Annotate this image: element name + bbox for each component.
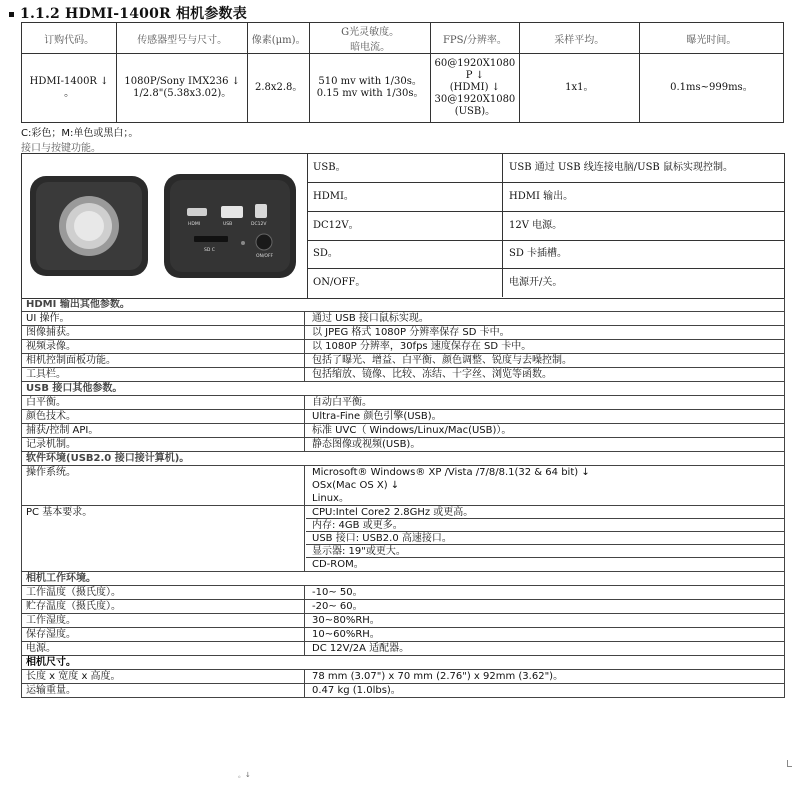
section-header: 软件环境(USB2.0 接口接计算机)。 — [22, 452, 784, 466]
spec-value-line: 以 JPEG 格式 1080P 分辨率保存 SD 卡中。 — [312, 327, 510, 338]
spec-label: 工具栏。 — [22, 368, 305, 381]
spec-row — [22, 628, 784, 642]
spec-label: 工作湿度。 — [22, 614, 305, 627]
section-header: USB 接口其他参数。 — [22, 382, 784, 396]
spec-row — [22, 424, 784, 438]
interface-function: HDMI 输出。 — [509, 190, 574, 202]
spec-value-line: 0.47 kg (1.0lbs)。 — [312, 685, 401, 696]
spec-row — [22, 326, 784, 340]
spec-value — [306, 312, 784, 325]
section-header: HDMI 输出其他参数。 — [22, 298, 784, 312]
spec-value-line: 通过 USB 接口鼠标实现。 — [312, 313, 429, 324]
spec-row — [22, 614, 784, 628]
interface-section-title: 接口与按键功能。 — [21, 143, 101, 154]
spec-label: 白平衡。 — [22, 396, 305, 409]
spec-value-line: Ultra-Fine 颜色引擎(USB)。 — [312, 411, 442, 422]
spec-value — [306, 600, 784, 613]
column-header: 订购代码。 — [22, 23, 117, 54]
page-title — [9, 3, 247, 23]
table-cell: 1x1。 — [519, 54, 639, 123]
table-header-row — [22, 23, 784, 54]
spec-label: 保存湿度。 — [22, 628, 305, 641]
spec-value-line: Microsoft® Windows® XP /Vista /7/8/8.1(32 & 64 bit) ↓ — [312, 467, 590, 478]
spec-value-line: USB 接口: USB2.0 高速接口。 — [306, 532, 784, 545]
table-cell: 510 mv with 1/30s。 0.15 mv with 1/30s。 — [310, 54, 431, 123]
spec-label: 电源。 — [22, 642, 305, 655]
hdmi-port-label: HDMI — [188, 222, 201, 227]
spec-row — [22, 438, 784, 452]
interface-name: HDMI。 — [308, 183, 503, 211]
spec-label: 工作温度（摄氏度）。 — [22, 586, 305, 599]
spec-row — [22, 410, 784, 424]
interface-table — [21, 153, 785, 299]
table-cell: 60@1920X1080 P ↓ (HDMI) ↓ 30@1920X1080 (USB)。 — [431, 54, 520, 123]
interface-row — [308, 240, 784, 269]
interface-function: 电源开/关。 — [509, 277, 563, 289]
spec-value — [306, 506, 784, 571]
section-header: 相机工作环境。 — [22, 572, 784, 586]
title-text: 1.1.2 HDMI-1400R 相机参数表 — [20, 6, 247, 22]
spec-value-line: 10~60%RH。 — [312, 629, 380, 640]
table-cell: 2.8x2.8。 — [248, 54, 310, 123]
camera-image — [22, 154, 307, 298]
order-spec-table — [21, 22, 784, 123]
interface-function: 12V 电源。 — [509, 219, 563, 231]
spec-row — [22, 642, 784, 656]
spec-value-line: -20~ 60。 — [312, 601, 363, 612]
spec-label: 相机控制面板功能。 — [22, 354, 305, 367]
power-switch-label: ON/OFF — [256, 254, 274, 259]
spec-label: 长度 x 宽度 x 高度。 — [22, 670, 305, 683]
column-header: FPS/分辨率。 — [431, 23, 520, 54]
column-header: G光灵敏度。 暗电流。 — [310, 23, 431, 54]
spec-value-line: 显示器: 19"或更大。 — [306, 545, 784, 558]
spec-table — [21, 298, 785, 698]
spec-value — [306, 368, 784, 381]
spec-label: 捕获/控制 API。 — [22, 424, 305, 437]
spec-row — [22, 340, 784, 354]
spec-label: 图像捕获。 — [22, 326, 305, 339]
page-corner-mark — [787, 760, 792, 767]
spec-value — [306, 684, 784, 697]
interface-name: USB。 — [308, 154, 503, 182]
spec-value-line: 内存: 4GB 或更多。 — [306, 519, 784, 532]
spec-value — [306, 628, 784, 641]
spec-row — [22, 396, 784, 410]
spec-value-line: 30~80%RH。 — [312, 615, 380, 626]
section-header: 相机尺寸。 — [22, 656, 784, 670]
spec-value-line: DC 12V/2A 适配器。 — [312, 643, 410, 654]
spec-row — [22, 312, 784, 326]
spec-value — [306, 614, 784, 627]
color-note: C:彩色；M:单色或黑白；。 — [21, 128, 139, 139]
spec-value-line: 以 1080P 分辨率，30fps 速度保存在 SD 卡中。 — [312, 341, 532, 352]
spec-value — [306, 340, 784, 353]
spec-value-line: -10~ 50。 — [312, 587, 363, 598]
interface-row — [308, 212, 784, 241]
spec-value — [306, 354, 784, 367]
spec-value-line: CPU:Intel Core2 2.8GHz 或更高。 — [306, 506, 784, 519]
column-header: 曝光时间。 — [639, 23, 783, 54]
spec-value-line: 包括缩放、镜像、比较、冻结、十字丝、浏览等函数。 — [312, 369, 552, 380]
spec-value-line: 78 mm (3.07") x 70 mm (2.76") x 92mm (3.62")。 — [312, 671, 564, 682]
spec-value — [306, 586, 784, 599]
spec-value-line: CD-ROM。 — [312, 559, 364, 570]
interface-row — [308, 269, 784, 297]
spec-value — [306, 410, 784, 423]
spec-row — [22, 354, 784, 368]
footer-mark: 。↓ — [238, 771, 251, 779]
column-header: 像素(μm)。 — [248, 23, 310, 54]
spec-label: 记录机制。 — [22, 438, 305, 451]
spec-label: 视频录像。 — [22, 340, 305, 353]
interface-function: USB 通过 USB 线连接电脑/USB 鼠标实现控制。 — [509, 162, 733, 173]
spec-row — [22, 600, 784, 614]
camera-photo — [22, 154, 308, 298]
interface-row — [308, 183, 784, 212]
interface-function: SD 卡插槽。 — [509, 248, 568, 260]
spec-row — [22, 506, 784, 572]
spec-row — [22, 368, 784, 382]
spec-value — [306, 326, 784, 339]
table-row — [22, 54, 784, 123]
spec-value — [306, 642, 784, 655]
spec-value — [306, 466, 784, 505]
spec-value-line: 自动白平衡。 — [312, 397, 372, 408]
spec-label: 运输重量。 — [22, 684, 305, 697]
table-cell: HDMI-1400R ↓ 。 — [22, 54, 117, 123]
spec-label: 颜色技术。 — [22, 410, 305, 423]
interface-row — [308, 154, 784, 183]
spec-label: UI 操作。 — [22, 312, 305, 325]
spec-value — [306, 396, 784, 409]
bullet-icon — [9, 12, 14, 17]
spec-value — [306, 438, 784, 451]
spec-value-line: 静态图像或视频(USB)。 — [312, 439, 421, 450]
interface-name: DC12V。 — [308, 212, 503, 240]
spec-row — [22, 466, 784, 506]
spec-value — [306, 424, 784, 437]
interface-name: SD。 — [308, 240, 503, 268]
column-header: 传感器型号与尺寸。 — [117, 23, 248, 54]
spec-value-line: Linux。 — [312, 493, 349, 504]
column-header: 采样平均。 — [519, 23, 639, 54]
spec-value-line: OSx(Mac OS X) ↓ — [312, 480, 400, 491]
spec-label: PC 基本要求。 — [22, 506, 305, 571]
table-cell: 1080P/Sony IMX236 ↓ 1/2.8"(5.38x3.02)。 — [117, 54, 248, 123]
interface-name: ON/OFF。 — [308, 269, 503, 297]
spec-row — [22, 586, 784, 600]
spec-row — [22, 670, 784, 684]
spec-value-line: 包括了曝光、增益、白平衡、颜色调整、锐度与去噪控制。 — [312, 355, 572, 366]
sd-slot-label: SD C — [204, 248, 215, 253]
spec-label: 操作系统。 — [22, 466, 305, 505]
spec-label: 贮存温度（摄氏度）。 — [22, 600, 305, 613]
dc-port-label: DC12V — [251, 222, 267, 227]
table-cell: 0.1ms~999ms。 — [639, 54, 783, 123]
spec-value-line: 标准 UVC（ Windows/Linux/Mac(USB)）。 — [312, 425, 512, 436]
spec-row — [22, 684, 784, 698]
usb-port-label: USB — [223, 222, 233, 227]
spec-value — [306, 670, 784, 683]
